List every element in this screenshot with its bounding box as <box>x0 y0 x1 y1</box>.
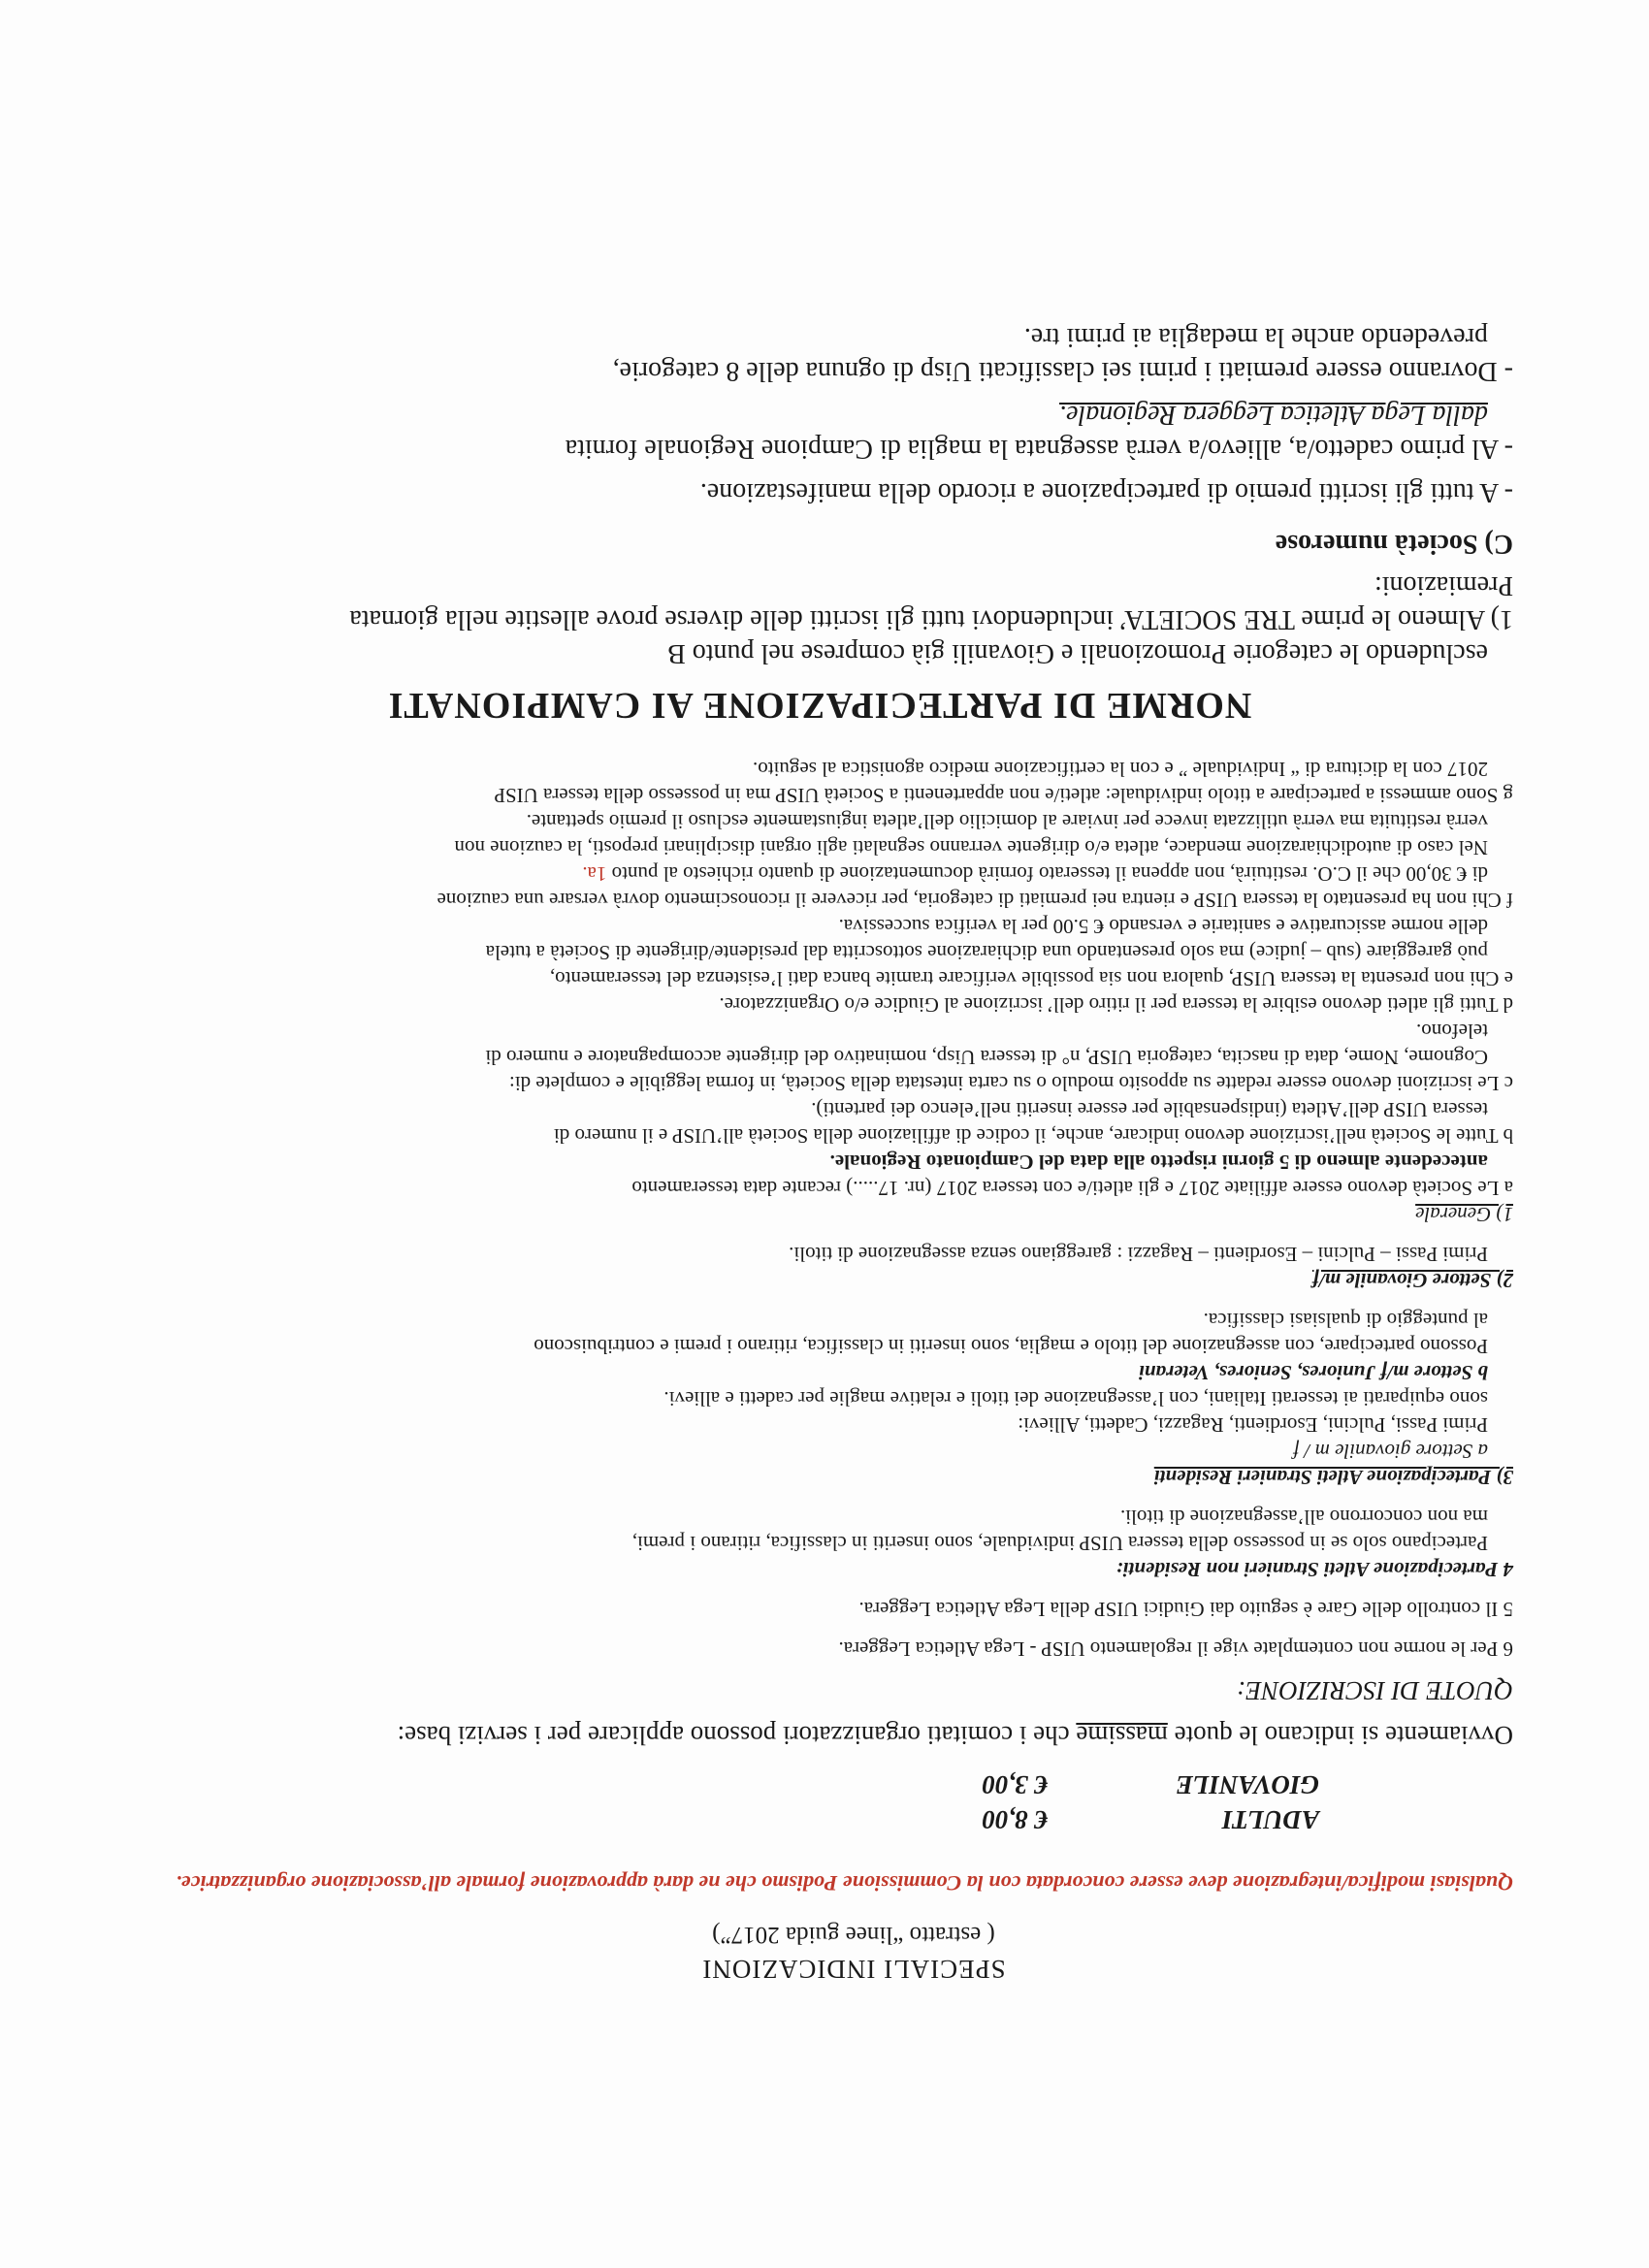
special-indications-heading <box>543 1917 1164 1987</box>
section-1b-line-2: tessera UISP dell’Atleta (indispensabile per essere inseriti nell’elenco dei partenti). <box>811 1098 1488 1121</box>
section-5: 5 Il controllo delle Gare è seguito dai Giudici UISP della Lega Atletica Leggera. <box>858 1598 1513 1621</box>
red-note: Qualsiasi modifica/integrazione deve essere concordata con la Commissione Podismo che ne darà approvazione formale all’associazione organizzatrice. <box>176 1871 1513 1895</box>
section-1e-line-1: e Chi non presenta la tessera UISP, qualora non sia possibile verificare tramite banca dati l’esistenza del tesseramento, <box>549 967 1513 990</box>
section-4-title: 4 Partecipazione Atleti Stranieri non Residenti: <box>1116 1558 1513 1581</box>
quote-intro-emph: massime <box>1076 1721 1168 1750</box>
fees-table <box>126 1767 1319 1837</box>
section-3a-text-1: Primi Passi, Pulcini, Esordienti, Ragazzi, Cadetti, Allievi: <box>1018 1413 1488 1437</box>
section-3-title: 3) Partecipazione Atleti Stranieri Residenti <box>1153 1466 1513 1489</box>
section-1c-line-1: c Le iscrizioni devono essere redatte su apposito modulo o su carta intestata della Società, in forma leggibile e complete di: <box>508 1072 1513 1095</box>
section-2-title: 2) Settore Giovanile m/f <box>1311 1269 1513 1292</box>
section-4-text-2: ma non concorrono all’assegnazione di titoli. <box>1119 1506 1488 1529</box>
section-1e-line-2: può gareggiare (sub – judice) ma solo presentando una dichiarazione sottoscritta dal presidente/dirigente di Società a tutela <box>485 941 1488 964</box>
fee-row-giovanile <box>126 1767 1319 1802</box>
section-1f-line-2-text: di € 30,00 che il C.O. restituirà, non appena il tesserato fornirà documentazione di quanto richiesto al punto <box>611 862 1488 886</box>
section-1a-line-2: antecedente almeno di 5 giorni rispetto alla data del Campionato Regionale. <box>829 1150 1488 1174</box>
quote-title: QUOTE DI ISCRIZIONE: <box>1237 1676 1513 1705</box>
prize-bullet-2: - Al primo cadetto/a, allievo/a verrà assegnata la maglia di Campione Regionale fornita <box>565 434 1513 464</box>
section-1f-line-2 <box>126 860 1513 887</box>
fee-label-adulti: ADULTI <box>1221 1805 1319 1834</box>
section-4 <box>126 1504 1513 1582</box>
section-1c-line-2: Cognome, Nome, data di nascita, categoria UISP, n° di tessera Uisp, nominativo del dirigente accompagnatore e numero di <box>485 1046 1488 1069</box>
fee-label-giovanile: GIOVANILE <box>1175 1770 1319 1799</box>
premiazioni-label: Premiazioni: <box>1374 570 1513 600</box>
section-1g-line-1: g Sono ammessi a partecipare a titolo individuale: atleti/e non appartenenti a Società UISP ma in possesso della tessera UISP <box>494 784 1513 807</box>
premiazioni-point-1: 1) Almeno le prime TRE SOCIETA’ includendovi tutti gli iscritti delle diverse prove allestite nella giornata <box>349 604 1513 634</box>
section-1 <box>126 756 1513 1227</box>
quote-intro <box>126 1719 1513 1752</box>
section-3 <box>126 1307 1513 1490</box>
section-3b-text-1: Possono partecipare, con assegnazione del titolo e maglia, sono inseriti in classifica, ritirano i premi e contribuiscono <box>534 1335 1488 1358</box>
quote-intro-pre: Ovviamente si indicano le quote <box>1167 1721 1513 1750</box>
prize-bullet-1: - Dovranno essere premiati i primi sei classificati Uisp di ognuna delle 8 categorie, <box>612 356 1513 386</box>
prize-bullet-2-em: dalla Lega Atletica Leggera Regionale. <box>1059 400 1488 430</box>
section-3b-text-2: al punteggio di qualsiasi classifica. <box>1203 1309 1488 1332</box>
section-1f-line-2-ref: 1a. <box>582 862 612 886</box>
section-1g-line-2: 2017 con la dicitura di “ Individuale ” e con la certificazione medico agonistica al seguito. <box>752 758 1488 781</box>
rules-sections <box>126 756 1513 1662</box>
section-1d-line-1: d Tutti gli atleti devono esibire la tessera per il ritiro dell’ iscrizione al Giudice e/o Organizzatore. <box>719 993 1513 1017</box>
section-2 <box>126 1241 1513 1293</box>
quote-intro-post: che i comitati organizzatori possono applicare per i servizi base: <box>397 1721 1077 1750</box>
fee-row-adulti <box>126 1802 1319 1837</box>
section-1e-line-3: delle norme assicurative e sanitarie e versando € 5.00 per la verifica successiva. <box>838 915 1488 938</box>
premiazioni-point-1-cont: escludendo le categorie Promozionali e Giovanili già comprese nel punto B <box>667 638 1488 668</box>
section-1c-line-3: telefono. <box>1415 1020 1488 1043</box>
fee-price-giovanile: € 3,00 <box>982 1770 1048 1799</box>
section-1f-line-3: Nel caso di autodichiarazione mendace, atleta e/o dirigente verranno segnalati agli organi disciplinari preposti, la cauzione non <box>454 836 1488 859</box>
societa-numerose-title: C) Società numerose <box>1275 529 1513 559</box>
section-1f-line-1: f Chi non ha presentato la tessera UISP e rientra nei premiati di categoria, per ricevere il riconoscimento dovrà versare una cauzione <box>436 889 1513 912</box>
section-1f-line-4: verrà restituita ma verrà utilizzata invece per inviare al domicilio dell’atleta ingiustamente escluso il premio spettante. <box>526 810 1488 833</box>
section-6: 6 Per le norme non contemplate vige il regolamento UISP - Lega Atletica Leggera. <box>838 1637 1513 1661</box>
heading-subtitle: ( estratto “linee guida 2017”) <box>712 1922 995 1948</box>
main-title: NORME DI PARTECIPAZIONE AI CAMPIONATI <box>387 685 1252 726</box>
fee-price-adulti: € 8,00 <box>982 1805 1048 1834</box>
section-1a-line-1: a Le Società devono essere affiliate 2017 e gli atleti/e con tessera 2017 (nr. 17.....) recante data tesseramento <box>631 1177 1513 1200</box>
section-1b-line-1: b Tutte le Società nell’iscrizione devono indicare, anche, il codice di affiliazione della Società all’UISP e il numero di <box>553 1124 1513 1148</box>
page-content <box>126 320 1513 1987</box>
premiazioni-section <box>126 320 1513 670</box>
section-3a-label: a Settore giovanile m / f <box>1293 1440 1488 1463</box>
section-3b-label: b Settore m/f Juniores, Seniores, Veterani <box>1139 1361 1488 1384</box>
prize-bullet-3: - A tutti gli iscritti premio di partecipazione a ricordo della manifestazione. <box>699 477 1513 507</box>
section-3a-text-2: sono equiparati ai tesserati Italiani, con l’assegnazione dei titoli e relative maglie per cadetti e allievi. <box>663 1387 1488 1410</box>
section-1-title: 1) Generale <box>1415 1203 1513 1226</box>
prize-bullet-1-cont: prevedendo anche la medaglia ai primi tre. <box>1023 322 1488 352</box>
heading-title: SPECIALI INDICAZIONI <box>701 1955 1006 1984</box>
section-2-text: Primi Passi – Pulcini – Esordienti – Ragazzi : gareggiano senza assegnazione di titoli. <box>789 1243 1488 1266</box>
section-4-text-1: Partecipano solo se in possesso della tessera UISP individuale, sono inseriti in classifica, ritirano i premi, <box>631 1532 1488 1555</box>
